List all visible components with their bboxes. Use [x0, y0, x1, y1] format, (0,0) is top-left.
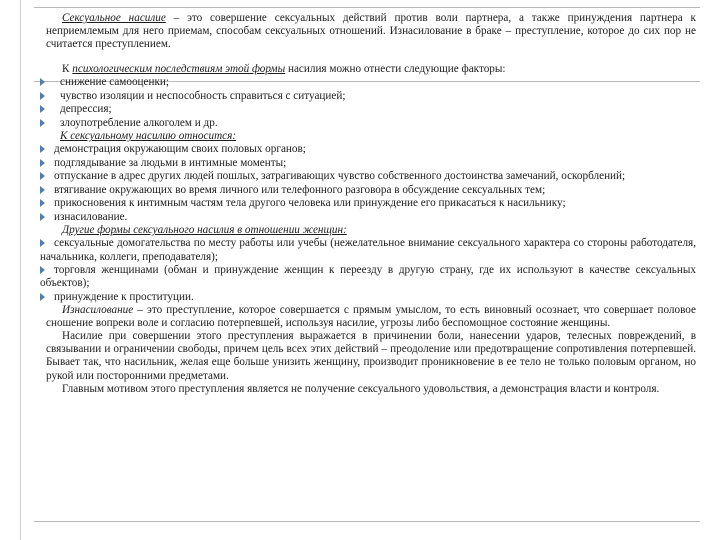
psych-lead-term: психологическим последствиям этой формы — [72, 63, 286, 76]
bullet-arrow-icon — [40, 105, 45, 113]
bullet-arrow-icon — [40, 199, 45, 207]
bullet-arrow-icon — [40, 172, 45, 180]
women-list — [40, 237, 696, 303]
bullet-arrow-icon — [40, 213, 45, 221]
bullet-arrow-icon — [40, 145, 45, 153]
list-item: подглядывание за людьми в интимные моменты; — [40, 157, 696, 170]
bottom-rule — [34, 521, 700, 522]
list-item: прикосновения к интимным частям тела другого человека или принуждение его прикасаться к насильнику; — [40, 197, 696, 210]
violence-paragraph: Насилие при совершении этого преступления выражается в причинении боли, нанесении ударов, телесных повреждений, в связывании и ограничении свободы, причем цель всех этих действий – преодоление или предотвращение сопротивления потерпевшей. Бывает так, что насильник, желая еще больше унизить женщину, производит проникновение в ее тело не только половым органом, но рукой или посторонними предметами. — [46, 330, 696, 382]
list-item: отпускание в адрес других людей пошлых, затрагивающих чувство собственного достоинства замечаний, оскорблений; — [40, 170, 696, 183]
list-item: злоупотребление алкоголем и др. — [40, 117, 696, 130]
definition-term: Сексуальное насилие — [62, 12, 166, 24]
psych-list — [40, 76, 696, 130]
bullet-arrow-icon — [40, 239, 45, 247]
list-item: торговля женщинами (обман и принуждение женщин к переезду в другую страну, где их используют в качестве сексуальных объектов); — [40, 263, 696, 290]
motive-paragraph: Главным мотивом этого преступления является не получение сексуального удовольствия, а демонстрация власти и контроля. — [62, 382, 660, 395]
bullet-arrow-icon — [40, 92, 45, 100]
sexual-list — [40, 143, 696, 224]
sexual-heading: К сексуальному насилию относится: — [60, 130, 237, 143]
list-item: демонстрация окружающим своих половых органов; — [40, 143, 696, 156]
definition-paragraph — [46, 12, 696, 51]
women-heading: Другие формы сексуального насилия в отношении женщин: — [62, 224, 347, 237]
list-item: втягивание окружающих во время личного или телефонного разговора в обсуждение сексуальных тем; — [40, 184, 696, 197]
psych-lead: К психологическим последствиям этой формы насилия можно отнести следующие факторы: — [62, 63, 506, 76]
list-item: сексуальные домогательства по месту работы или учебы (нежелательное внимание сексуального характера со стороны работодателя, начальника, коллеги, преподавателя); — [40, 237, 696, 263]
list-item: депрессия; — [40, 103, 696, 116]
list-item: изнасилование. — [40, 211, 696, 224]
list-item: чувство изоляции и неспособность справиться с ситуацией; — [40, 90, 696, 103]
top-rule — [34, 7, 700, 8]
left-margin-line — [20, 0, 21, 540]
rape-term: Изнасилование — [62, 304, 134, 317]
bullet-arrow-icon — [40, 186, 45, 194]
bullet-arrow-icon — [40, 159, 45, 167]
document-body — [40, 12, 696, 396]
bullet-arrow-icon — [40, 293, 45, 301]
rape-paragraph: Изнасилование – это преступление, которое совершается с прямым умыслом, то есть виновный осознает, что совершает половое сношение вопреки воле и согласию потерпевшей, используя насилие, угрозы либо беспомощное состояние женщины. — [46, 304, 696, 330]
definition-text: – это совершение сексуальных действий против воли партнера, а также принуждения партнера к неприемлемым для него приемам, способам сексуальных отношений. Изнасилование в браке – преступление, которое до сих пор не считается преступлением. — [46, 12, 696, 51]
bullet-arrow-icon — [40, 266, 45, 274]
bullet-arrow-icon — [40, 119, 45, 127]
bullet-arrow-icon — [40, 78, 45, 86]
list-item: принуждение к проституции. — [40, 291, 696, 304]
list-item: снижение самооценки; — [40, 76, 696, 89]
